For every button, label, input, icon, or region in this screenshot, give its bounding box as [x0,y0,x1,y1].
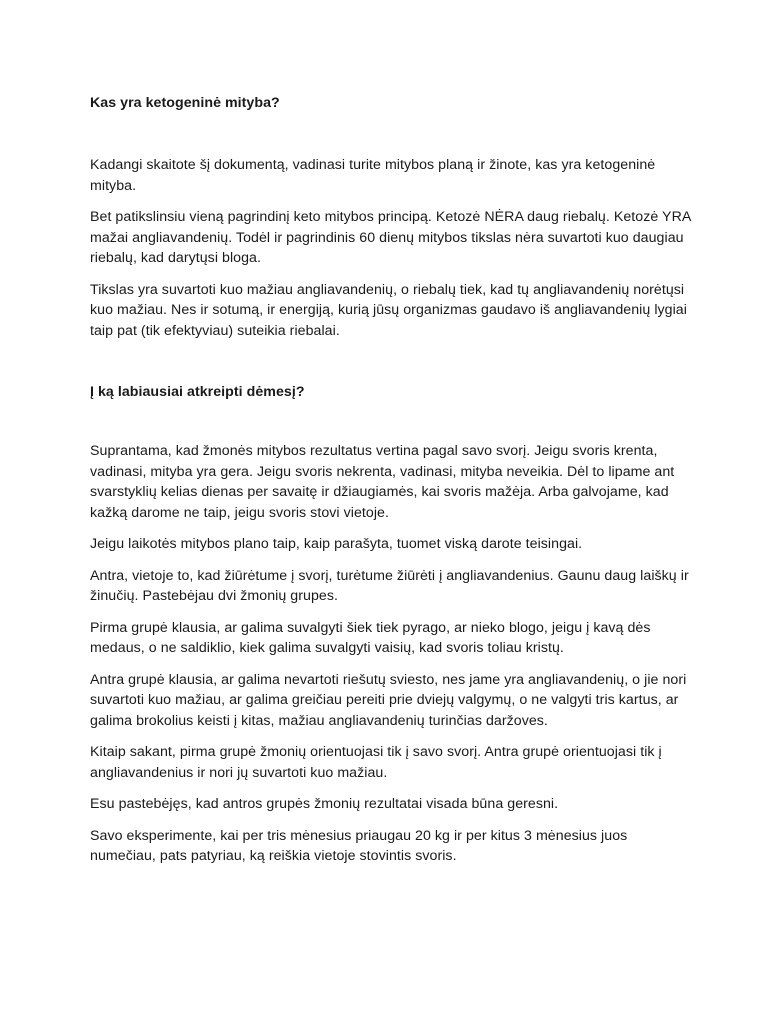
paragraph: Kitaip sakant, pirma grupė žmonių orientuojasi tik į savo svorį. Antra grupė orientuojasi tik į angliavandenius ir nori jų suvartoti kuo mažiau. [90,744,662,781]
document-page [90,0,690,1024]
paragraph: Pirma grupė klausia, ar galima suvalgyti šiek tiek pyrago, ar nieko blogo, jeigu į kavą dės medaus, o ne saldiklio, kiek galima suvalgyti vaisių, kad svoris toliau kristų. [90,619,651,656]
section-what-is-keto-body [90,155,700,352]
section-attention-body [90,441,700,878]
paragraph: Jeigu laikotės mitybos plano taip, kaip parašyta, tuomet viską darote teisingai. [90,536,583,552]
paragraph: Antra grupė klausia, ar galima nevartoti riešutų sviesto, nes jame yra angliavandenių, o jie nori suvartoti kuo mažiau, ar galima greičiau pereiti prie dviejų valgymų, o ne valgyti tris kartus, ar galima brokolius keisti į kitas, mažiau angliavandenių turinčias daržoves. [90,671,687,729]
paragraph: Savo eksperimente, kai per tris mėnesius priaugau 20 kg ir per kitus 3 mėnesius juos numečiau, pats patyriau, ką reiškia vietoje stovintis svoris. [90,827,628,864]
paragraph: Antra, vietoje to, kad žiūrėtume į svorį, turėtume žiūrėti į angliavandenius. Gaunu daug laiškų ir žinučių. Pastebėjau dvi žmonių grupes. [90,567,689,604]
paragraph: Tikslas yra suvartoti kuo mažiau angliavandenių, o riebalų tiek, kad tų angliavandenių norėtųsi kuo mažiau. Nes ir sotumą, ir energiją, kurią jūsų organizmas gaudavo iš angliavandenių lygiai taip pat (tik efektyviau) suteikia riebalai. [90,281,687,339]
paragraph: Esu pastebėjęs, kad antros grupės žmonių rezultatai visada būna geresni. [90,796,559,812]
section-heading: Kas yra ketogeninė mityba? [90,95,280,111]
section-heading: Į ką labiausiai atkreipti dėmesį? [90,384,305,400]
paragraph: Suprantama, kad žmonės mitybos rezultatus vertina pagal savo svorį. Jeigu svoris krenta, vadinasi, mityba yra gera. Jeigu svoris nekrenta, vadinasi, mityba neveikia. Dėl to lipame ant svarstyklių kelias dienas per savaitę ir džiaugiamės, kai svoris mažėja. Arba galvojame, kad kažką darome ne taip, jeigu svoris stovi vietoje. [90,443,675,521]
section-attention [90,382,700,402]
section-what-is-keto [90,93,700,113]
paragraph: Kadangi skaitote šį dokumentą, vadinasi turite mitybos planą ir žinote, kas yra ketogeninė mityba. [90,157,656,194]
paragraph: Bet patikslinsiu vieną pagrindinį keto mitybos principą. Ketozė NĖRA daug riebalų. Ketozė YRA mažai angliavandenių. Todėl ir pagrindinis 60 dienų mitybos tikslas nėra suvartoti kuo daugiau riebalų, kad darytųsi bloga. [90,209,691,266]
